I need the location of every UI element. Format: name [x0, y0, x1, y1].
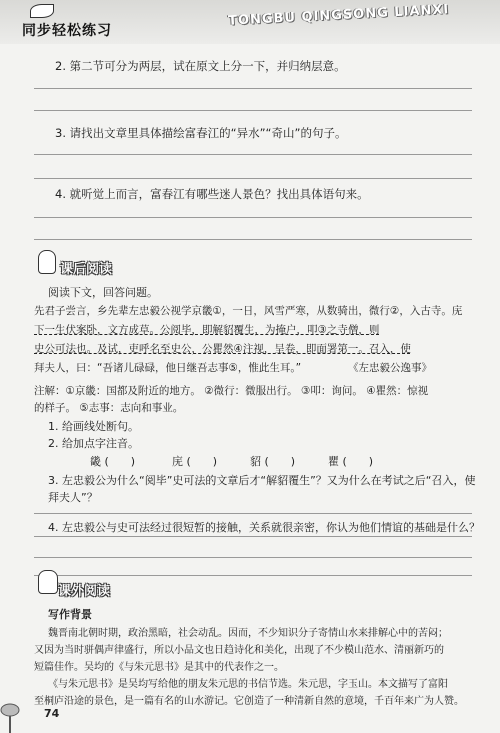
task-1: 1. 给画线处断句。	[48, 420, 139, 433]
instruction: 阅读下文，回答问题。	[48, 286, 158, 299]
passage-line: 史公可法也。及试，吏呼名至史公，公瞿然④注视，呈卷，即面署第一。召入，使	[34, 343, 411, 355]
corner-plant-icon	[0, 690, 30, 733]
page-number: 74	[44, 707, 60, 720]
answer-line	[34, 217, 472, 218]
answer-line	[34, 513, 472, 514]
passage-line: 拜夫人，曰：“吾诸儿碌碌，他日继吾志事⑤，惟此生耳。”	[34, 362, 302, 374]
extra-line: 短篇佳作。吴均的《与朱元思书》是其中的代表作之一。	[34, 662, 284, 673]
pinyin-char: 庑	[172, 455, 183, 468]
note-line: 注解：①京畿：国都及附近的地方。 ②微行：微服出行。 ③叩：询问。 ④瞿然：惊视	[34, 385, 429, 397]
pinyin-item: 庑 ( )	[172, 455, 218, 468]
passage-line: 先君子尝言，乡先辈左忠毅公视学京畿①，一日，风雪严寒，从数骑出，微行②，入古寺。庑	[34, 305, 463, 317]
pinyin-item: 瞿 ( )	[328, 455, 374, 468]
answer-line	[34, 575, 472, 576]
extra-reading-heading: 课外阅读	[58, 584, 111, 599]
answer-line	[34, 178, 472, 179]
note-line: 的样子。 ⑤志事：志向和事业。	[34, 402, 184, 414]
question-4: 4. 就听觉上而言，富春江有哪些迷人景色？找出具体语句来。	[55, 187, 369, 201]
pinyin-char: 貂	[250, 455, 261, 468]
answer-line	[34, 154, 472, 155]
pinyin-item: 貂 ( )	[250, 455, 296, 468]
after-class-heading: 课后阅读	[60, 262, 113, 277]
leaf-icon	[30, 4, 54, 18]
extra-subheading: 写作背景	[48, 608, 92, 621]
extra-reading-icon	[38, 570, 58, 594]
answer-line	[34, 88, 472, 89]
header-pinyin: TONGBU QINGSONG LIANXI	[227, 2, 450, 29]
answer-line	[34, 110, 472, 111]
task-2: 2. 给加点字注音。	[48, 437, 139, 450]
extra-line: 至桐庐沿途的景色，是一篇有名的山水游记。它创造了一种清新自然的意境，千百年来广为人赞。	[34, 696, 464, 707]
question-a3-cont: 拜夫人”？	[48, 491, 98, 504]
pinyin-item: 畿 ( )	[90, 455, 136, 468]
answer-line	[34, 239, 472, 240]
passage-line: 下一生伏案卧，文方成草。公阅毕，即解貂覆生，为掩户，叩③之寺僧，则	[34, 324, 380, 336]
answer-line	[34, 536, 472, 537]
question-a4: 4. 左忠毅公与史可法经过很短暂的接触，关系就很亲密，你认为他们情谊的基础是什么？	[48, 521, 480, 534]
question-2: 2. 第二节可分为两层，试在原文上分一下，并归纳层意。	[55, 59, 346, 73]
extra-line: 又因为当时骈偶声律盛行，所以小品文也日趋诗化和美化，出现了不少模山范水、清丽新巧的	[34, 645, 444, 656]
after-class-icon	[38, 250, 56, 274]
pinyin-char: 畿	[90, 455, 101, 468]
extra-line: 魏晋南北朝时期，政治黑暗，社会动乱。因而，不少知识分子寄情山水来排解心中的苦闷；	[48, 628, 448, 639]
question-a3: 3. 左忠毅公为什么“阅毕”史可法的文章后才“解貂覆生”？又为什么在考试之后“召入，使	[48, 474, 476, 487]
extra-line: 《与朱元思书》是吴均写给他的朋友朱元思的书信节选。朱元思，字玉山。本文描写了富阳	[48, 679, 448, 690]
pinyin-char: 瞿	[328, 455, 339, 468]
passage-source: 《左忠毅公逸事》	[348, 362, 432, 374]
question-3: 3. 请找出文章里具体描绘富春江的“异水”“奇山”的句子。	[55, 126, 347, 140]
header-title: 同步轻松练习	[22, 23, 112, 39]
answer-line	[34, 557, 472, 558]
